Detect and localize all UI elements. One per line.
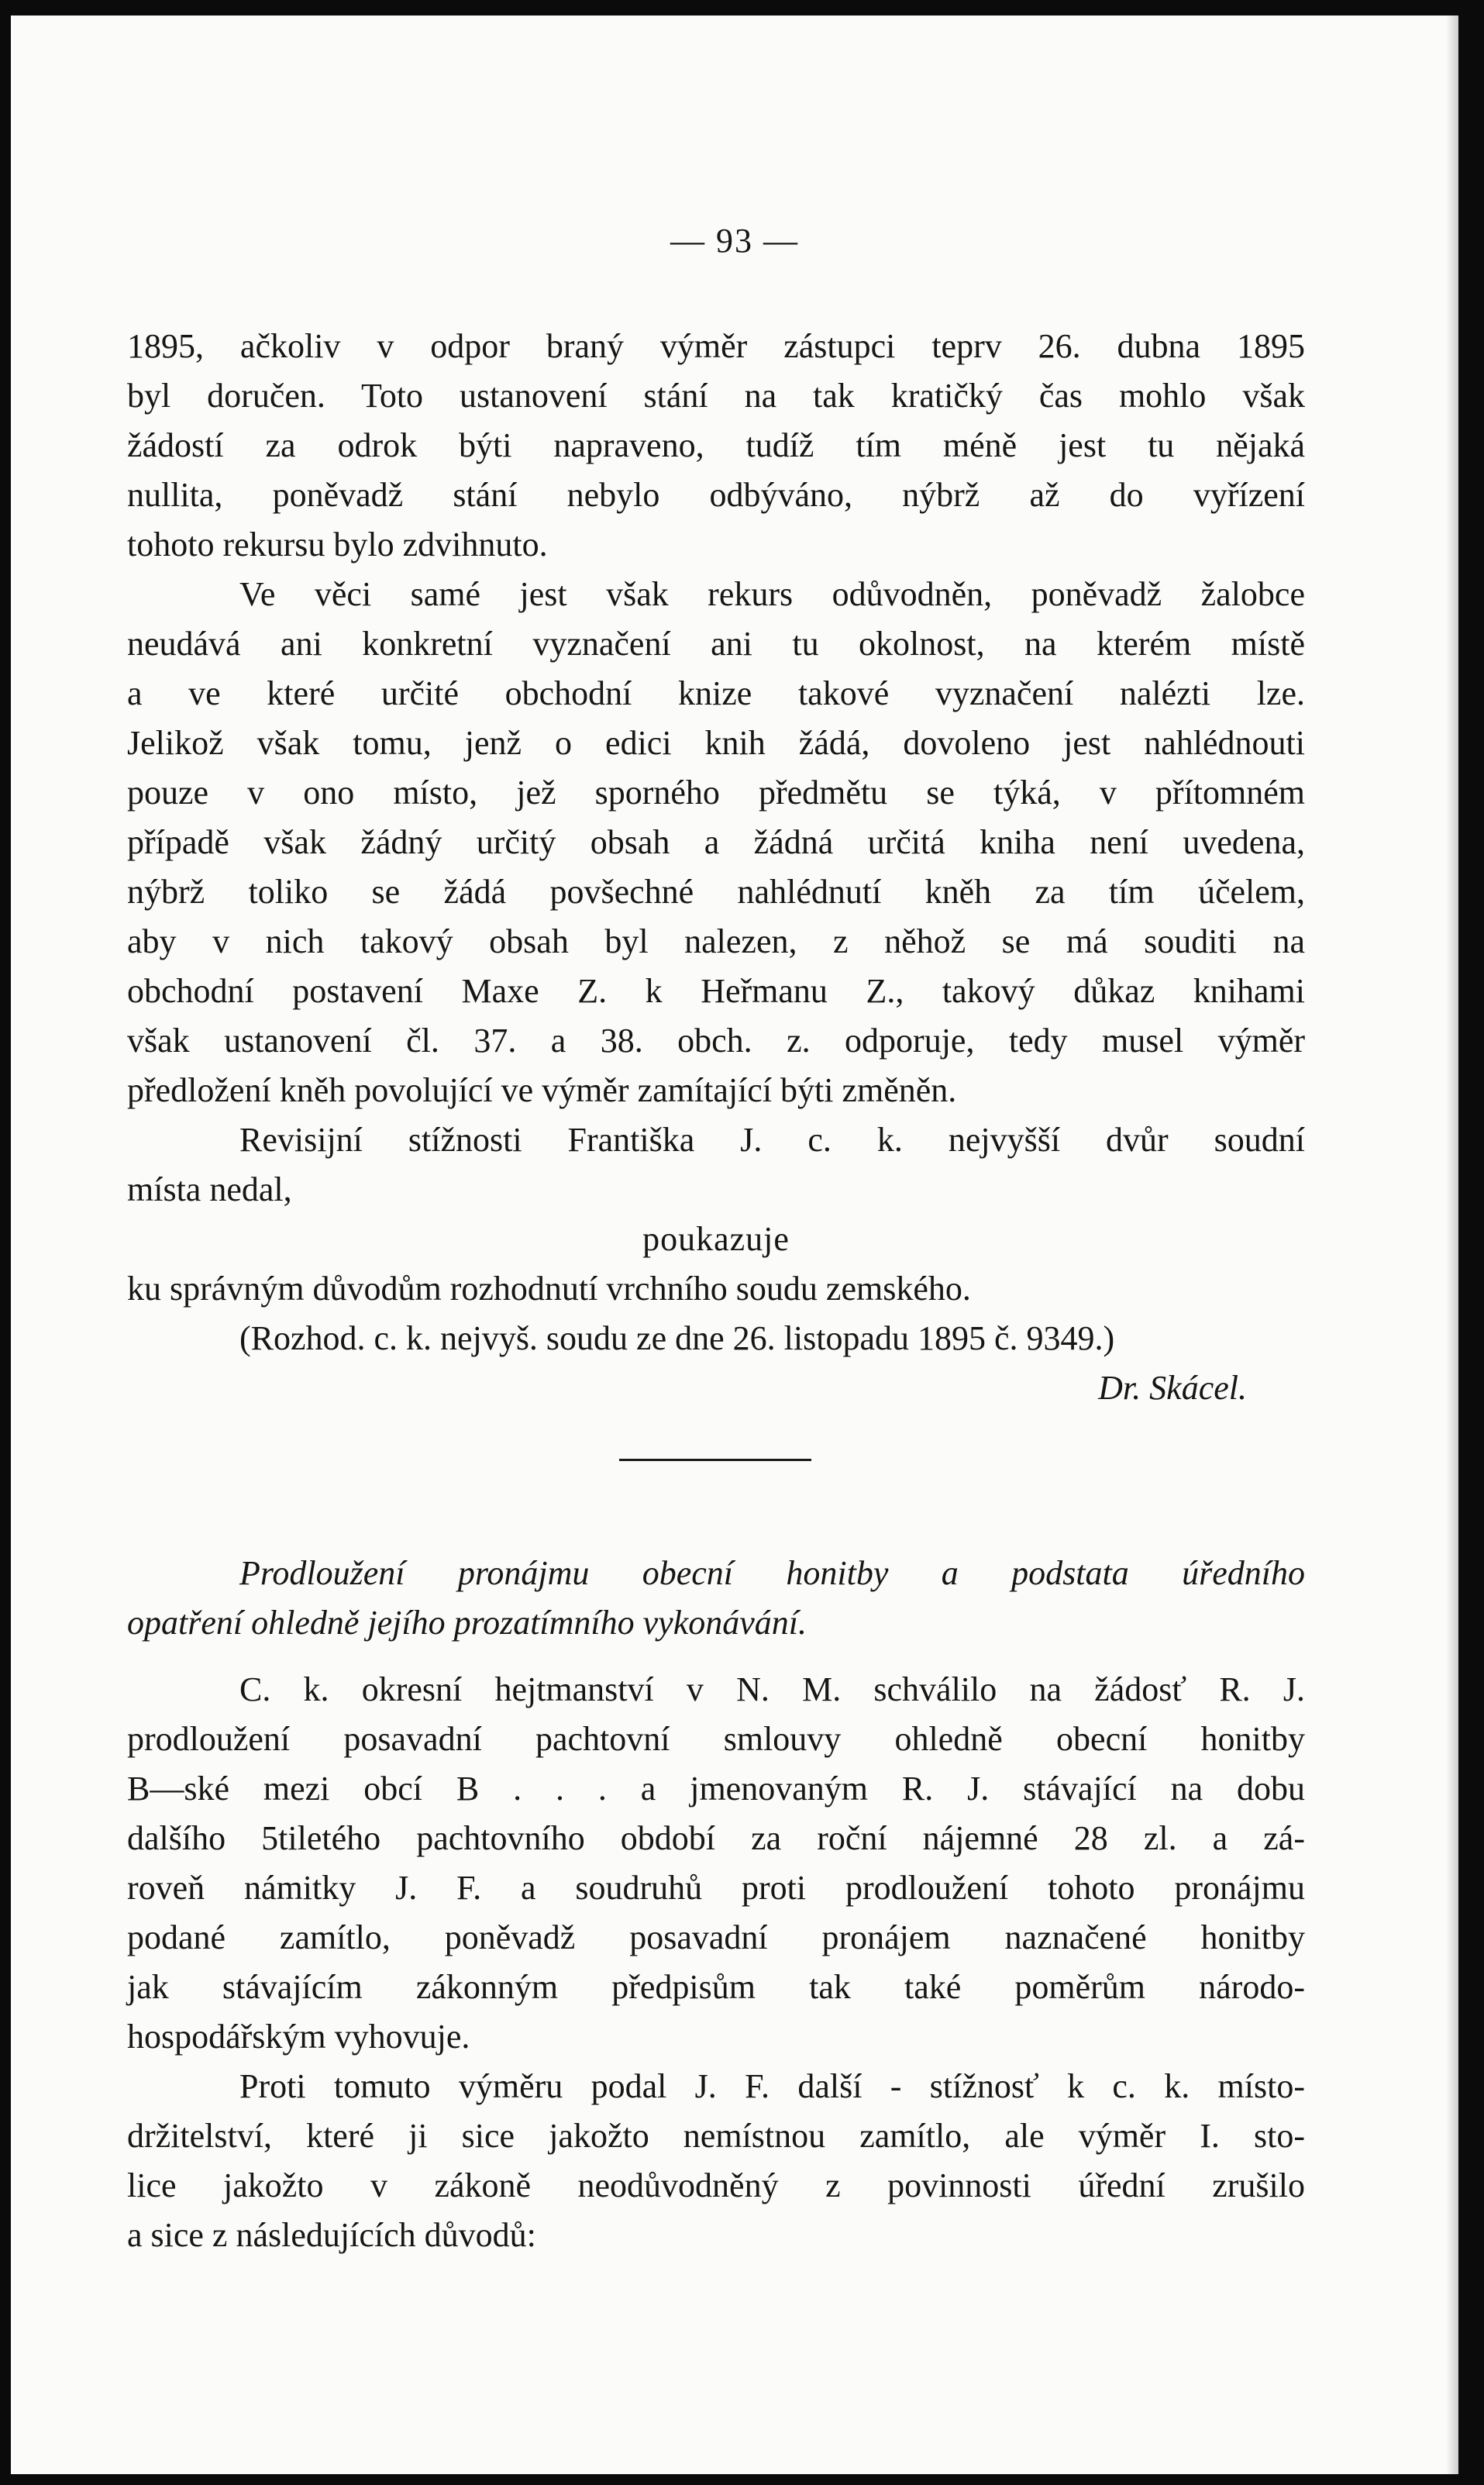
text-line: a ve které určité obchodní knize takové vyznačení nalézti lze.	[127, 674, 1305, 712]
paragraph-merits	[127, 570, 1305, 1115]
page-number: — 93 —	[670, 222, 799, 260]
text-line: předložení kněh povolující ve výměr zamítající býti změněn.	[127, 1071, 957, 1109]
page-edge-shadow	[1446, 16, 1458, 2474]
text-line: pouze v ono místo, jež sporného předmětu se týká, v přítomném	[127, 774, 1305, 812]
decision-block	[127, 1215, 1305, 1413]
text-line: však ustanovení čl. 37. a 38. obch. z. odporuje, tedy musel výměr	[127, 1022, 1305, 1060]
text-line: byl doručen. Toto ustanovení stání na tak kratičký čas mohlo však	[127, 377, 1305, 415]
section-divider	[619, 1459, 811, 1461]
text-line: lice jakožto v zákoně neodůvodněný z povinnosti úřední zrušilo	[127, 2166, 1305, 2204]
text-line: místa nedal,	[127, 1170, 292, 1208]
text-line: držitelství, které ji sice jakožto nemístnou zamítlo, ale výměr I. sto-	[127, 2117, 1305, 2155]
text-line: nýbrž toliko se žádá povšechné nahlédnutí kněh za tím účelem,	[127, 873, 1305, 911]
book-page	[11, 16, 1458, 2474]
text-line: jak stávajícím zákonným předpisům tak také poměrům národo-	[127, 1968, 1305, 2006]
heading-line: Prodloužení pronájmu obecní honitby a podstata úředního	[239, 1554, 1305, 1592]
text-line: dalšího 5tiletého pachtovního období za roční nájemné 28 zl. a zá-	[127, 1819, 1305, 1857]
text-line: obchodní postavení Maxe Z. k Heřmanu Z., takový důkaz knihami	[127, 972, 1305, 1010]
text-line: podané zamítlo, poněvadž posavadní pronájem naznačené honitby	[127, 1918, 1305, 1956]
text-line: Ve věci samé jest však rekurs odůvodněn, poněvadž žalobce	[239, 575, 1305, 613]
paragraph-complaint	[127, 2062, 1305, 2260]
decision-text: ku správným důvodům rozhodnutí vrchního soudu zemského.	[127, 1270, 971, 1308]
text-line: roveň námitky J. F. a soudruhů proti prodloužení tohoto pronájmu	[127, 1869, 1305, 1907]
text-line: Jelikož však tomu, jenž o edici knih žádá, dovoleno jest nahlédnouti	[127, 724, 1305, 762]
text-line: případě však žádný určitý obsah a žádná určitá kniha není uvedena,	[127, 823, 1305, 861]
paragraph-approval	[127, 1665, 1305, 2062]
court-citation: (Rozhod. c. k. nejvyš. soudu ze dne 26. listopadu 1895 č. 9349.)	[239, 1319, 1115, 1357]
text-line: Revisijní stížnosti Františka J. c. k. nejvyšší dvůr soudní	[239, 1121, 1305, 1159]
text-line: prodloužení posavadní pachtovní smlouvy ohledně obecní honitby	[127, 1720, 1305, 1758]
text-line: Proti tomuto výměru podal J. F. další - stížnosť k c. k. místo-	[239, 2067, 1305, 2105]
text-line: 1895, ačkoliv v odpor braný výměr zástupci teprv 26. dubna 1895	[127, 327, 1305, 365]
text-line: C. k. okresní hejtmanství v N. M. schválilo na žádosť R. J.	[239, 1670, 1305, 1708]
section-heading	[127, 1549, 1305, 1648]
text-line: hospodářským vyhovuje.	[127, 2018, 470, 2056]
text-line: a sice z následujících důvodů:	[127, 2216, 536, 2254]
heading-line: opatření ohledně jejího prozatímního vykonávání.	[127, 1604, 807, 1642]
signature: Dr. Skácel.	[1098, 1369, 1247, 1407]
text-line: tohoto rekursu bylo zdvihnuto.	[127, 526, 548, 564]
paragraph-continuation	[127, 322, 1305, 570]
text-line: B—ské mezi obcí B . . . a jmenovaným R. J. stávající na dobu	[127, 1770, 1305, 1808]
text-line: neudává ani konkretní vyznačení ani tu okolnost, na kterém místě	[127, 625, 1305, 663]
text-line: žádostí za odrok býti napraveno, tudíž tím méně jest tu nějaká	[127, 426, 1305, 464]
text-line: nullita, poněvadž stání nebylo odbýváno, nýbrž až do vyřízení	[127, 476, 1305, 514]
paragraph-revision	[127, 1115, 1305, 1215]
decision-word: poukazuje	[642, 1220, 790, 1258]
text-line: aby v nich takový obsah byl nalezen, z něhož se má souditi na	[127, 922, 1305, 960]
